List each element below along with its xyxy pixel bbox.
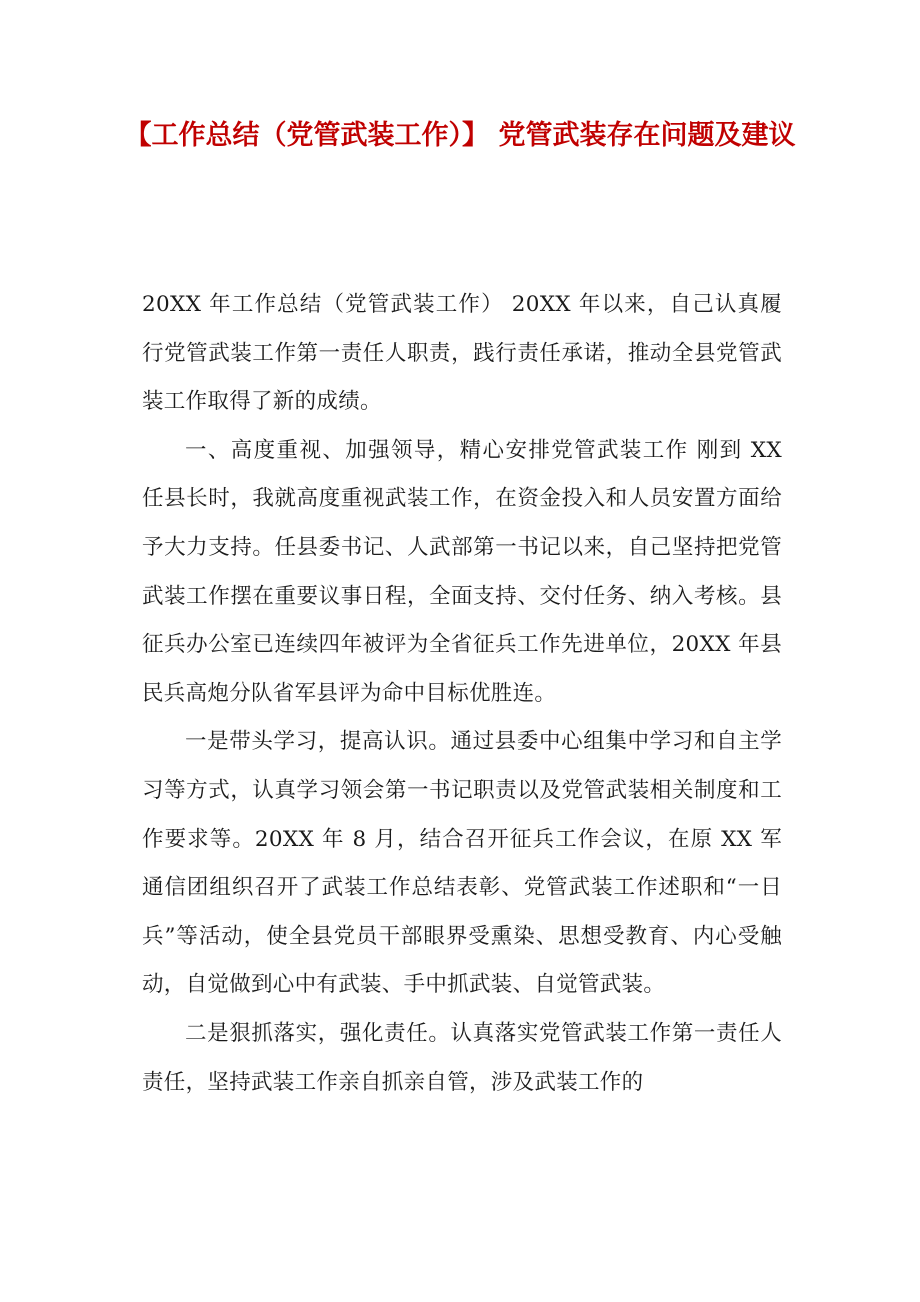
paragraph-point-two: 二是狠抓落实，强化责任。认真落实党管武装工作第一责任人责任，坚持武装工作亲自抓亲自管，涉及武装工作的 (142, 1020, 782, 1095)
document-body (142, 281, 782, 1107)
paragraph-point-one: 一是带头学习，提高认识。通过县委中心组集中学习和自主学习等方式，认真学习领会第一书记职责以及党管武装相关制度和工作要求等。20XX 年 8 月，结合召开征兵工作会议，在原 XX 军通信团组织召开了武装工作总结表彰、党管武装工作述职和“一日兵”等活动，使全县党员干部眼界受熏染、思想受教育、内心受触动，自觉做到心中有武装、手中抓武装、自觉管武装。 (142, 729, 782, 998)
paragraph-section-one: 一、高度重视、加强领导，精心安排党管武装工作 刚到 XX 任县长时，我就高度重视武装工作，在资金投入和人员安置方面给予大力支持。任县委书记、人武部第一书记以来，自己坚持把党管武装工作摆在重要议事日程，全面支持、交付任务、纳入考核。县征兵办公室已连续四年被评为全省征兵工作先进单位，20XX 年县民兵高炮分队省军县评为命中目标优胜连。 (142, 437, 782, 706)
paragraph-intro: 20XX 年工作总结（党管武装工作） 20XX 年以来，自己认真履行党管武装工作第一责任人职责，践行责任承诺，推动全县党管武装工作取得了新的成绩。 (142, 292, 782, 415)
document-title: 【工作总结（党管武装工作）】 党管武装存在问题及建议 (124, 120, 796, 151)
